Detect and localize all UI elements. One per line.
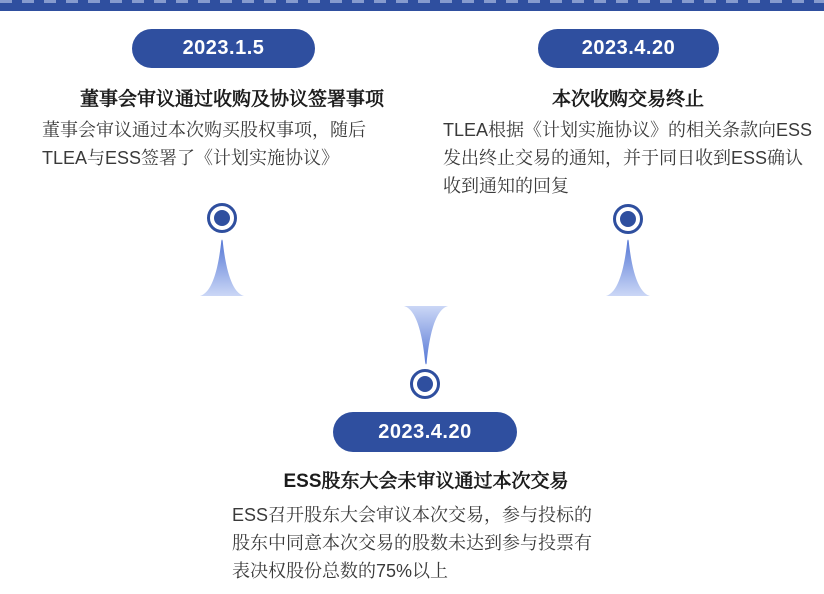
timeline-node-icon [410, 369, 440, 399]
timeline-node-dot [620, 211, 636, 227]
event-description-line: 股东中同意本次交易的股数未达到参与投票有 [232, 533, 592, 553]
timeline-node-dot [417, 376, 433, 392]
event-date-label: 2023.4.20 [378, 420, 472, 443]
event-description-line: TLEA与ESS签署了《计划实施协议》 [42, 148, 340, 168]
event-title: 董事会审议通过收购及协议签署事项 [79, 89, 384, 110]
timeline-node-icon [207, 203, 237, 233]
event-date-label: 2023.1.5 [182, 37, 265, 59]
event-description-line: 董事会审议通过本次购买股权事项，随后 [42, 120, 366, 140]
event-description [42, 116, 437, 172]
timeline-axis-dashed-shadow [0, 0, 824, 3]
event-description-line: 表决权股份总数的75%以上 [232, 561, 449, 581]
event-description-line: 发出终止交易的通知，并于同日收到ESS确认 [443, 148, 804, 168]
event-date-badge [538, 29, 719, 68]
event-title: 本次收购交易终止 [551, 89, 704, 110]
timeline-node-dot [214, 210, 230, 226]
event-description [232, 501, 632, 585]
event-date-label: 2023.4.20 [581, 37, 676, 59]
event-description-line: ESS召开股东大会审议本次交易，参与投标的 [232, 505, 593, 525]
event-date-badge [333, 412, 517, 452]
pointer-spike-down-icon [606, 238, 650, 296]
pointer-spike-down-icon [200, 238, 244, 296]
timeline-node-icon [613, 204, 643, 234]
event-description-line: 收到通知的回复 [443, 176, 569, 196]
event-title: ESS股东大会未审议通过本次交易 [283, 471, 569, 492]
event-description-line: TLEA根据《计划实施协议》的相关条款向ESS [443, 120, 813, 140]
pointer-spike-up-icon [404, 306, 448, 366]
event-description [443, 116, 823, 200]
event-date-badge [132, 29, 315, 68]
